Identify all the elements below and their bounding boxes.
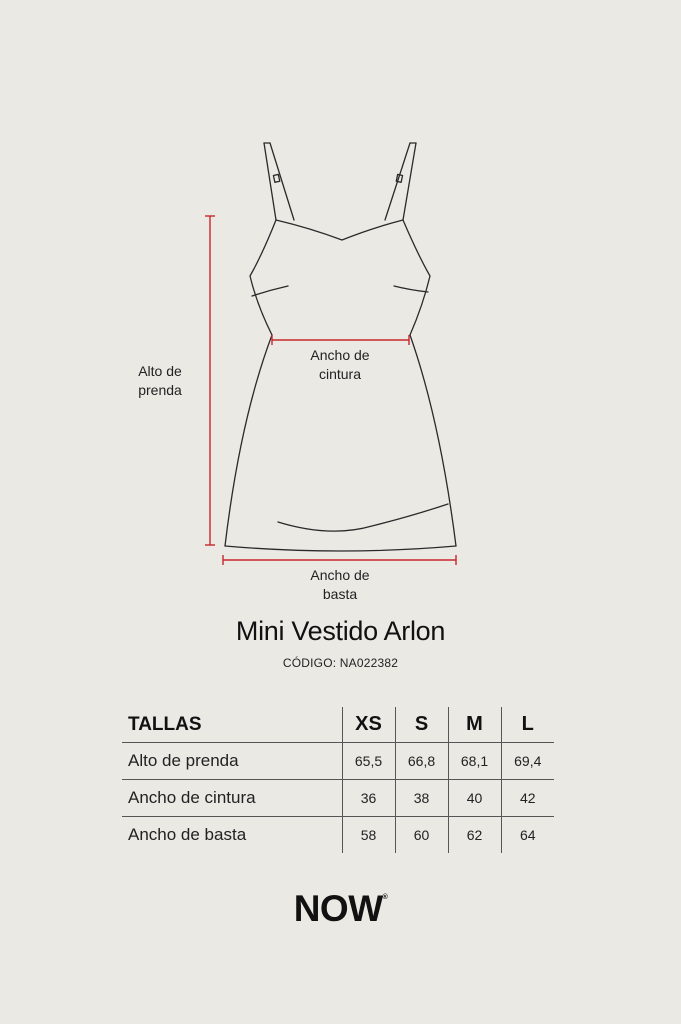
ancho-de-basta-label: Ancho de basta xyxy=(310,567,370,602)
table-row xyxy=(122,817,554,854)
tallas-header: TALLAS xyxy=(128,713,202,735)
table-cell: 65,5 xyxy=(342,743,395,780)
size-table-header xyxy=(122,707,554,743)
table-cell: 60 xyxy=(395,817,448,854)
row-label: Ancho de basta xyxy=(122,817,342,854)
table-cell: 64 xyxy=(501,817,554,854)
left-strap xyxy=(264,143,294,220)
table-cell: 62 xyxy=(448,817,501,854)
size-header: S xyxy=(395,707,448,743)
size-header: L xyxy=(501,707,554,743)
table-row xyxy=(122,743,554,780)
row-label: Alto de prenda xyxy=(122,743,342,780)
brand-logo xyxy=(0,888,681,930)
table-cell: 38 xyxy=(395,780,448,817)
ancho-de-cintura-label: Ancho de cintura xyxy=(310,347,370,382)
measure-lines xyxy=(205,216,456,565)
right-strap xyxy=(385,143,416,220)
table-cell: 66,8 xyxy=(395,743,448,780)
size-header: M xyxy=(448,707,501,743)
brand-name: NOW xyxy=(293,888,383,929)
product-title: Mini Vestido Arlon xyxy=(235,616,446,646)
row-label: Ancho de cintura xyxy=(122,780,342,817)
table-cell: 58 xyxy=(342,817,395,854)
table-cell: 40 xyxy=(448,780,501,817)
size-table xyxy=(122,707,554,853)
table-cell: 42 xyxy=(501,780,554,817)
table-cell: 36 xyxy=(342,780,395,817)
table-cell: 68,1 xyxy=(448,743,501,780)
table-row xyxy=(122,780,554,817)
table-cell: 69,4 xyxy=(501,743,554,780)
alto-de-prenda-label: Alto de prenda xyxy=(138,363,182,398)
product-code: CÓDIGO: NA022382 xyxy=(282,656,399,670)
size-header: XS xyxy=(342,707,395,743)
registered-mark: ® xyxy=(382,894,388,901)
